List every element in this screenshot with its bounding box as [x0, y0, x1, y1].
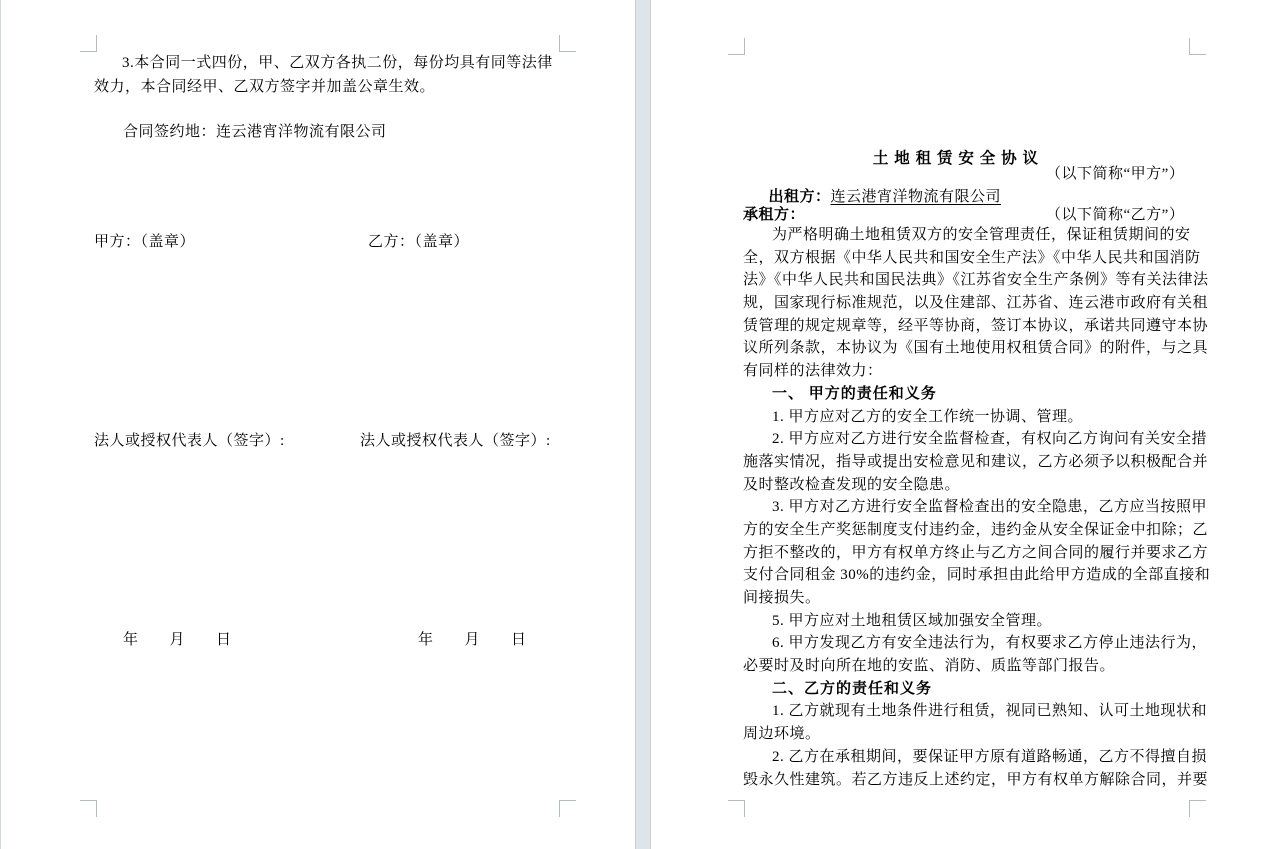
party-b-seal-label: 乙方：（盖章）: [368, 234, 470, 250]
section2-heading: 二、乙方的责任和义务: [772, 680, 933, 697]
clause3-line2: 效力，本合同经甲、乙双方签字并加盖公章生效。: [94, 79, 436, 95]
agreement-title: 土 地 租 赁 安 全 协 议: [872, 150, 1040, 167]
party-b-date-line: 年 月 日: [418, 632, 527, 648]
body-line: 1. 甲方应对乙方的安全工作统一协调、管理。: [772, 408, 1084, 425]
body-line: 3. 甲方对乙方进行安全监督检查出的安全隐患，乙方应当按照甲: [772, 499, 1208, 516]
body-line: 毁永久性建筑。若乙方违反上述约定，甲方有权单方解除合同，并要: [743, 771, 1209, 788]
page-gap: [635, 0, 651, 849]
body-line: 及时整改检查发现的安全隐患。: [743, 476, 961, 493]
crop-mark-bottom-left: [80, 800, 97, 817]
body-line: 1. 乙方就现有土地条件进行租赁，视同已熟知、认可土地现状和: [772, 703, 1208, 720]
page-right[interactable]: [651, 0, 1284, 849]
body-line: 6. 甲方发现乙方有安全违法行为，有权要求乙方停止违法行为，: [772, 635, 1208, 652]
party-a-representative-label: 法人或授权代表人（签字）:: [94, 433, 285, 449]
signing-place: 合同签约地：连云港宵洋物流有限公司: [123, 124, 387, 140]
lessor-line: [743, 163, 1002, 205]
party-b-representative-label: 法人或授权代表人（签字）:: [360, 433, 551, 449]
body-line: 方拒不整改的，甲方有权单方终止与乙方之间合同的履行并要求乙方: [743, 544, 1209, 561]
body-line: 议所列条款，本协议为《国有土地使用权租赁合同》的附件，与之具: [743, 340, 1209, 357]
body-line: 赁管理的规定规章等，经平等协商，签订本协议，承诺共同遵守本协: [743, 317, 1209, 334]
crop-mark-top-right: [1189, 38, 1206, 55]
page-left[interactable]: [0, 0, 636, 849]
crop-mark-bottom-right: [559, 800, 576, 817]
body-line: 规，国家现行标准规范，以及住建部、江苏省、连云港市政府有关租: [743, 295, 1209, 312]
crop-mark-top-left: [80, 35, 97, 52]
body-line: 周边环境。: [743, 726, 821, 743]
body-line: 2. 乙方在承租期间，要保证甲方原有道路畅通，乙方不得擅自损: [772, 748, 1208, 765]
crop-mark-top-left: [728, 38, 745, 55]
lessee-alias: （以下简称“乙方”）: [1046, 207, 1185, 223]
lessor-name: 连云港宵洋物流有限公司: [830, 188, 1002, 205]
body-line: 有同样的法律效力：: [743, 363, 883, 380]
body-line: 必要时及时向所在地的安监、消防、质监等部门报告。: [743, 658, 1116, 675]
crop-mark-top-right: [559, 35, 576, 52]
body-line: 间接损失。: [743, 590, 821, 606]
lessor-alias: （以下简称“甲方”）: [1046, 166, 1185, 182]
section1-heading: 一、 甲方的责任和义务: [772, 385, 937, 402]
crop-mark-bottom-right: [1189, 800, 1206, 817]
body-line: 5. 甲方应对土地租赁区域加强安全管理。: [772, 612, 1053, 629]
party-a-date-line: 年 月 日: [123, 632, 232, 648]
lessee-label: 承租方：: [743, 207, 806, 223]
body-line: 2. 甲方应对乙方进行安全监督检查，有权向乙方询问有关安全措: [772, 431, 1208, 448]
body-line: 施落实情况，指导或提出安检意见和建议，乙方必须予以积极配合并: [743, 453, 1209, 470]
clause3-line1: 3.本合同一式四份，甲、乙双方各执二份，每份均具有同等法律: [122, 55, 553, 71]
lessor-label: 出租方：: [768, 188, 831, 205]
body-line: 方的安全生产奖惩制度支付违约金，违约金从安全保证金中扣除；乙: [743, 521, 1209, 538]
body-line: 支付合同租金 30%的违约金，同时承担由此给甲方造成的全部直接和: [743, 567, 1211, 584]
agreement-body: [743, 224, 1211, 791]
party-a-seal-label: 甲方：（盖章）: [94, 234, 196, 250]
body-line: 法》《中华人民共和国民法典》《江苏省安全生产条例》等有关法律法: [743, 272, 1209, 289]
body-line: 全，双方根据《中华人民共和国安全生产法》《中华人民共和国消防: [743, 249, 1201, 266]
body-line: 为严格明确土地租赁双方的安全管理责任，保证租赁期间的安: [772, 227, 1191, 243]
crop-mark-bottom-left: [728, 800, 745, 817]
